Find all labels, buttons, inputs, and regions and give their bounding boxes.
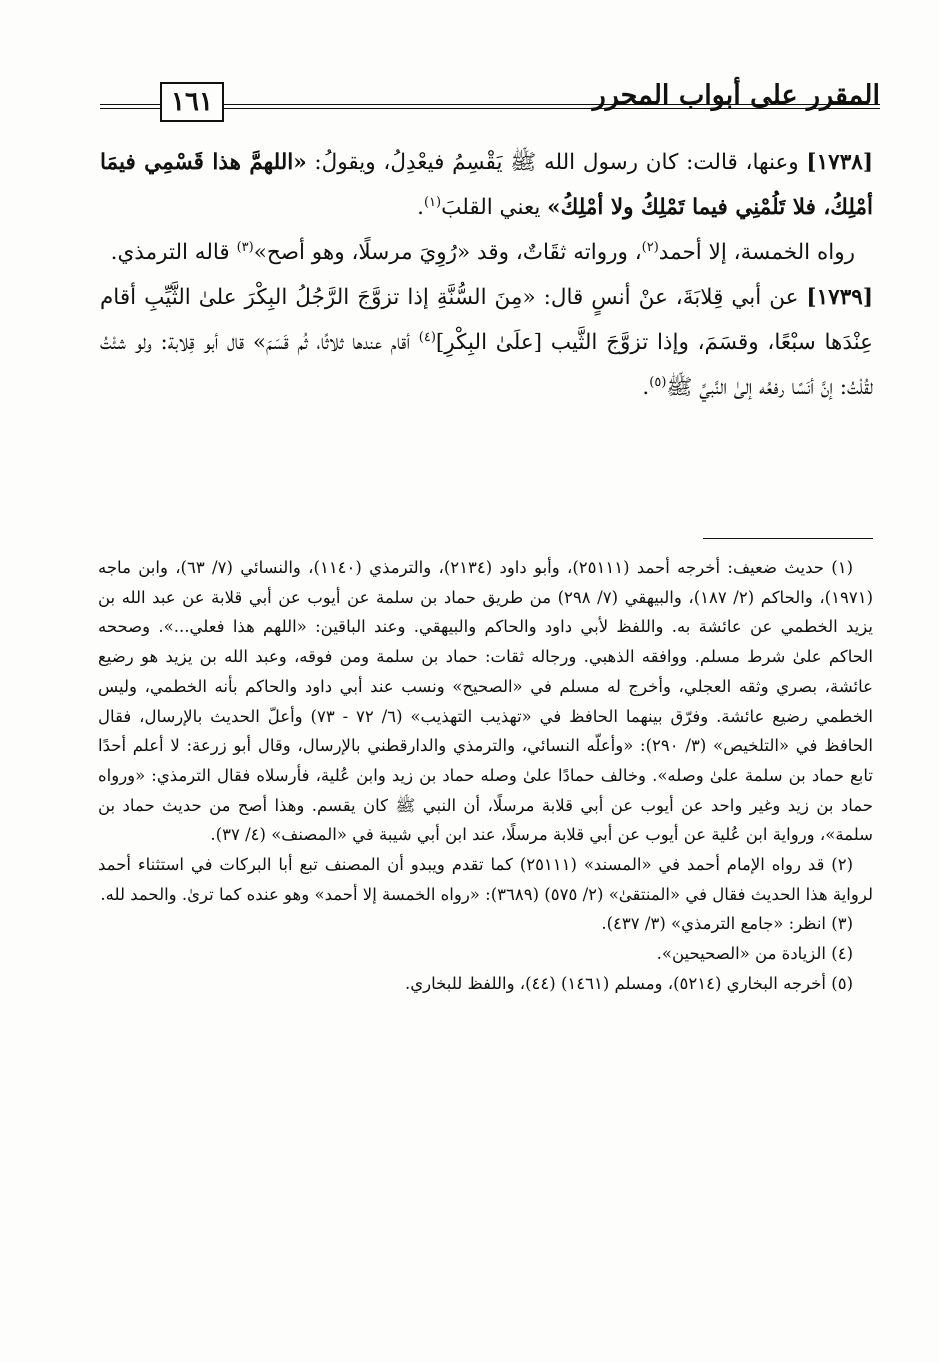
footnote-separator	[703, 538, 873, 539]
hadith-1738-takhrij	[100, 230, 873, 275]
footnote-ref[interactable]: (٤)	[418, 329, 436, 345]
takhrij-text: قاله الترمذي.	[110, 240, 230, 265]
footnote-ref[interactable]: (٣)	[236, 239, 254, 255]
takhrij-text: ، ورواته ثقَاتٌ، وقد «رُوِيَ مرسلًا، وهو أصح»	[253, 240, 642, 265]
hadith-number: [١٧٣٨]	[806, 150, 873, 175]
running-title: المقرر على أبواب المحرر	[592, 80, 880, 111]
hadith-text: أقام عندها ثلاثًا، ثُم قَسَمَ» قال أبو قِلابة: ولو شئْتُ لقُلْتُ: إنَّ أنَسًا رفعُه إلىٰ النَّبيِّ ﷺ	[100, 330, 873, 400]
footnote-1: (١) حديث ضعيف: أخرجه أحمد (٢٥١١١)، وأبو داود (٢١٣٤)، والترمذي (١١٤٠)، والنسائي (٧/ ٦٣)، وابن ماجه (١٩٧١)، والحاكم (٢/ ١٨٧)، والبيهقي (٧/ ٢٩٨) من طريق حماد بن سلمة عن أيوب عن أبي قلابة عن عبد الله بن يزيد الخطمي عن عائشة به. واللفظ لأبي داود والحاكم والبيهقي. وعند الباقين: «اللهم هذا فعلي...». وصححه الحاكم علىٰ شرط مسلم. ووافقه الذهبي. ورجاله ثقات: حماد بن سلمة ومن فوقه، وعبد الله بن يزيد هو رضيع عائشة، بصري وثقه العجلي، وأخرج له مسلم في «الصحيح» ونسب عند أبي داود والحاكم بأنه الخطمي، وليس الخطمي رضيع عائشة. وفرّق بينهما الحافظ في «تهذيب التهذيب» (٦/ ٧٢ - ٧٣) وأعلّ الحديث بالإرسال، فقال الحافظ في «التلخيص» (٣/ ٢٩٠): «وأعلّه النسائي، والترمذي والدارقطني بالإرسال، وقال أبو زرعة: لا أعلم أحدًا تابع حماد بن سلمة علىٰ وصله». وخالف حمادًا علىٰ وصله حماد بن زيد وابن عُلية، فأرسلاه فقال الترمذي: «ورواه حماد بن زيد وغير واحد عن أيوب عن أبي قلابة مرسلًا، أن النبي ﷺ كان يقسم. وهذا أصح من حديث حماد بن سلمة»، ورواية ابن عُلية عن أيوب عن أبي قلابة مرسلًا، عند ابن أبي شيبة في «المصنف» (٤/ ٣٧).	[98, 558, 874, 845]
footnote-3: (٣) انظر: «جامع الترمذي» (٣/ ٤٣٧).	[601, 914, 853, 934]
hadith-intro: وعنها، قالت: كان رسول الله ﷺ يَقْسِمُ فيعْدِلُ، ويقولُ:	[314, 150, 799, 175]
page-header	[100, 70, 880, 120]
footnote-ref[interactable]: (١)	[423, 194, 442, 210]
footnote-2: (٢) قد رواه الإمام أحمد في «المسند» (٢٥١١١) كما تقدم ويبدو أن المصنف تبع أبا البركات في استثناء أحمد لرواية هذا الحديث فقال في «المنتقىٰ» (٢/ ٥٧٥) (٣٦٨٩): «رواه الخمسة إلا أحمد» وهو عنده كما ترىٰ. والحمد لله.	[98, 855, 873, 904]
footnotes	[98, 553, 873, 999]
takhrij-text: رواه الخمسة، إلا أحمد	[658, 240, 855, 265]
hadith-text: عن أبي قِلابَةَ، عنْ أنسٍ قال: «مِنَ السُّنَّةِ إذا تزوَّجَ الرَّجُلُ البِكْرَ علىٰ الثَّيِّبِ أقام عِنْدَها سبْعًا، وقسَمَ، وإذا تزوَّجَ الثَّيب [علَىٰ البِكْرِ]	[100, 285, 873, 355]
hadith-number: [١٧٣٩]	[806, 285, 873, 310]
footnote-5: (٥) أخرجه البخاري (٥٢١٤)، ومسلم (١٤٦١) (٤٤)، واللفظ للبخاري.	[404, 973, 853, 993]
hadith-quote: «اللهمَّ هذا قَسْمِي فيمَا أمْلِكُ، فلا تَلُمْنِي فيما تَمْلِكُ ولا أمْلِكُ»	[100, 150, 873, 220]
footnote-4: (٤) الزيادة من «الصحيحين».	[656, 944, 853, 964]
hadith-tail: يعني القلبَ	[441, 195, 541, 220]
footnote-ref[interactable]: (٢)	[641, 239, 659, 255]
hadith-1739: [١٧٣٩] عن أبي قِلابَةَ، عنْ أنسٍ قال: «مِنَ السُّنَّةِ إذا تزوَّجَ الرَّجُلُ البِكْرَ علىٰ الثَّيِّبِ أقام عِنْدَها سبْعًا، وقسَمَ، وإذا تزوَّجَ الثَّيب [علَىٰ البِكْرِ]$^{(٤)}$ أقام عندها ثلاثًا، ثُم قَسَمَ» قال أبو قِلابة: ولو شئْتُ لقُلْتُ: إنَّ أنَسًا رفعُه إلىٰ النَّبيِّ ﷺ$^{(٥)}$.	[100, 285, 873, 400]
footnote-ref[interactable]: (٥)	[649, 374, 667, 390]
hadith-1738: [١٧٣٨] وعنها، قالت: كان رسول الله ﷺ يَقْسِمُ فيعْدِلُ، ويقولُ: «اللهمَّ هذا قَسْمِي فيمَا أمْلِكُ، فلا تَلُمْنِي فيما تَمْلِكُ ولا أمْلِكُ» يعني القلبَ$^{(١)}$.	[100, 150, 873, 220]
main-text	[100, 140, 873, 410]
page-number: ١٦١	[160, 82, 224, 122]
